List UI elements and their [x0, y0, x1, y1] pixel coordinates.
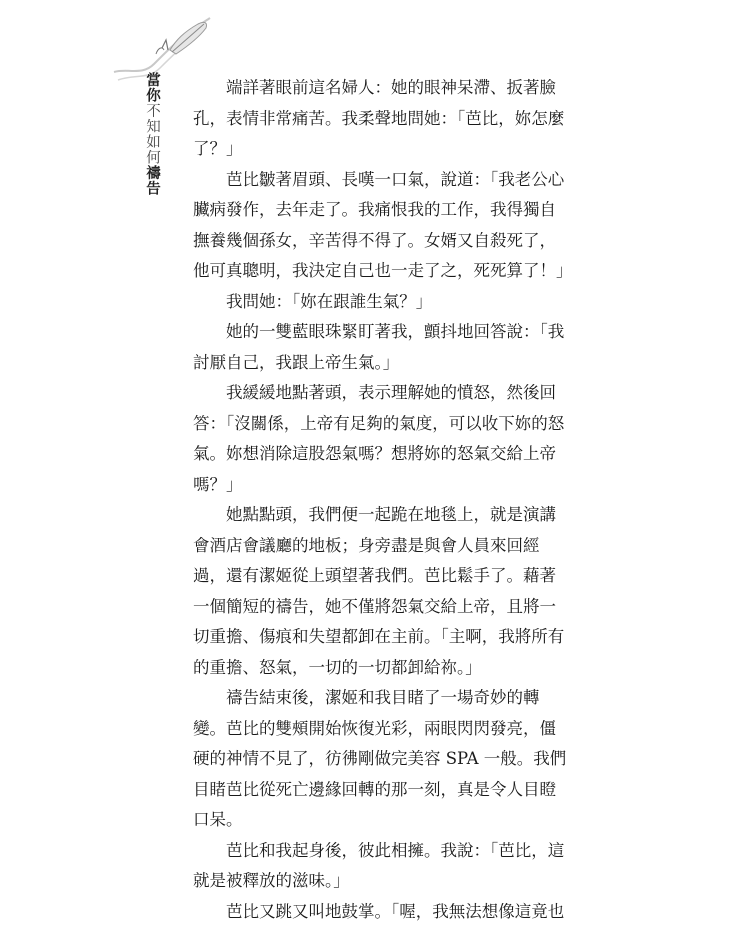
book-title-part-2: 不知如何: [144, 103, 160, 165]
book-title-part-1: 當你: [144, 72, 161, 103]
body-text: [193, 73, 571, 927]
paragraph-2: 芭比皺著眉頭、長嘆一口氣，說道：「我老公心臟病發作，去年走了。我痛恨我的工作，我得獨自撫養幾個孫女，辛苦得不得了。女婿又自殺死了，他可真聰明，我決定自己也一走了之，死死算了！」: [193, 165, 571, 287]
paragraph-5: 我緩緩地點著頭，表示理解她的憤怒，然後回答：「沒關係，上帝有足夠的氣度，可以收下妳的怒氣。妳想消除這股怨氣嗎？想將妳的怒氣交給上帝嗎？」: [193, 378, 571, 500]
paragraph-3: 我問她：「妳在跟誰生氣？」: [193, 287, 571, 318]
running-header-book-title: [141, 72, 163, 196]
book-title-part-3: 禱告: [144, 165, 161, 196]
paragraph-4: 她的一雙藍眼珠緊盯著我，顫抖地回答說：「我討厭自己，我跟上帝生氣。」: [193, 317, 571, 378]
paragraph-7: 禱告結束後，潔姬和我目睹了一場奇妙的轉變。芭比的雙頰開始恢復光彩，兩眼閃閃發亮，僵硬的神情不見了，彷彿剛做完美容 SPA 一般。我們目睹芭比從死亡邊緣回轉的那一刻，真是令人目瞪口呆。: [193, 683, 571, 836]
paragraph-9: 芭比又跳又叫地鼓掌。「喔，我無法想像這竟也: [193, 897, 571, 927]
paragraph-6: 她點點頭，我們便一起跪在地毯上，就是演講會酒店會議廳的地板；身旁盡是與會人員來回經過，還有潔姬從上頭望著我們。芭比鬆手了。藉著一個簡短的禱告，她不僅將怨氣交給上帝，且將一切重擔、傷痕和失望都卸在主前。「主啊，我將所有的重擔、怒氣，一切的一切都卸給祢。」: [193, 500, 571, 683]
paragraph-1: 端詳著眼前這名婦人：她的眼神呆滯、扳著臉孔，表情非常痛苦。我柔聲地問她：「芭比，妳怎麼了？」: [193, 73, 571, 165]
paragraph-8: 芭比和我起身後，彼此相擁。我說：「芭比，這就是被釋放的滋味。」: [193, 836, 571, 897]
